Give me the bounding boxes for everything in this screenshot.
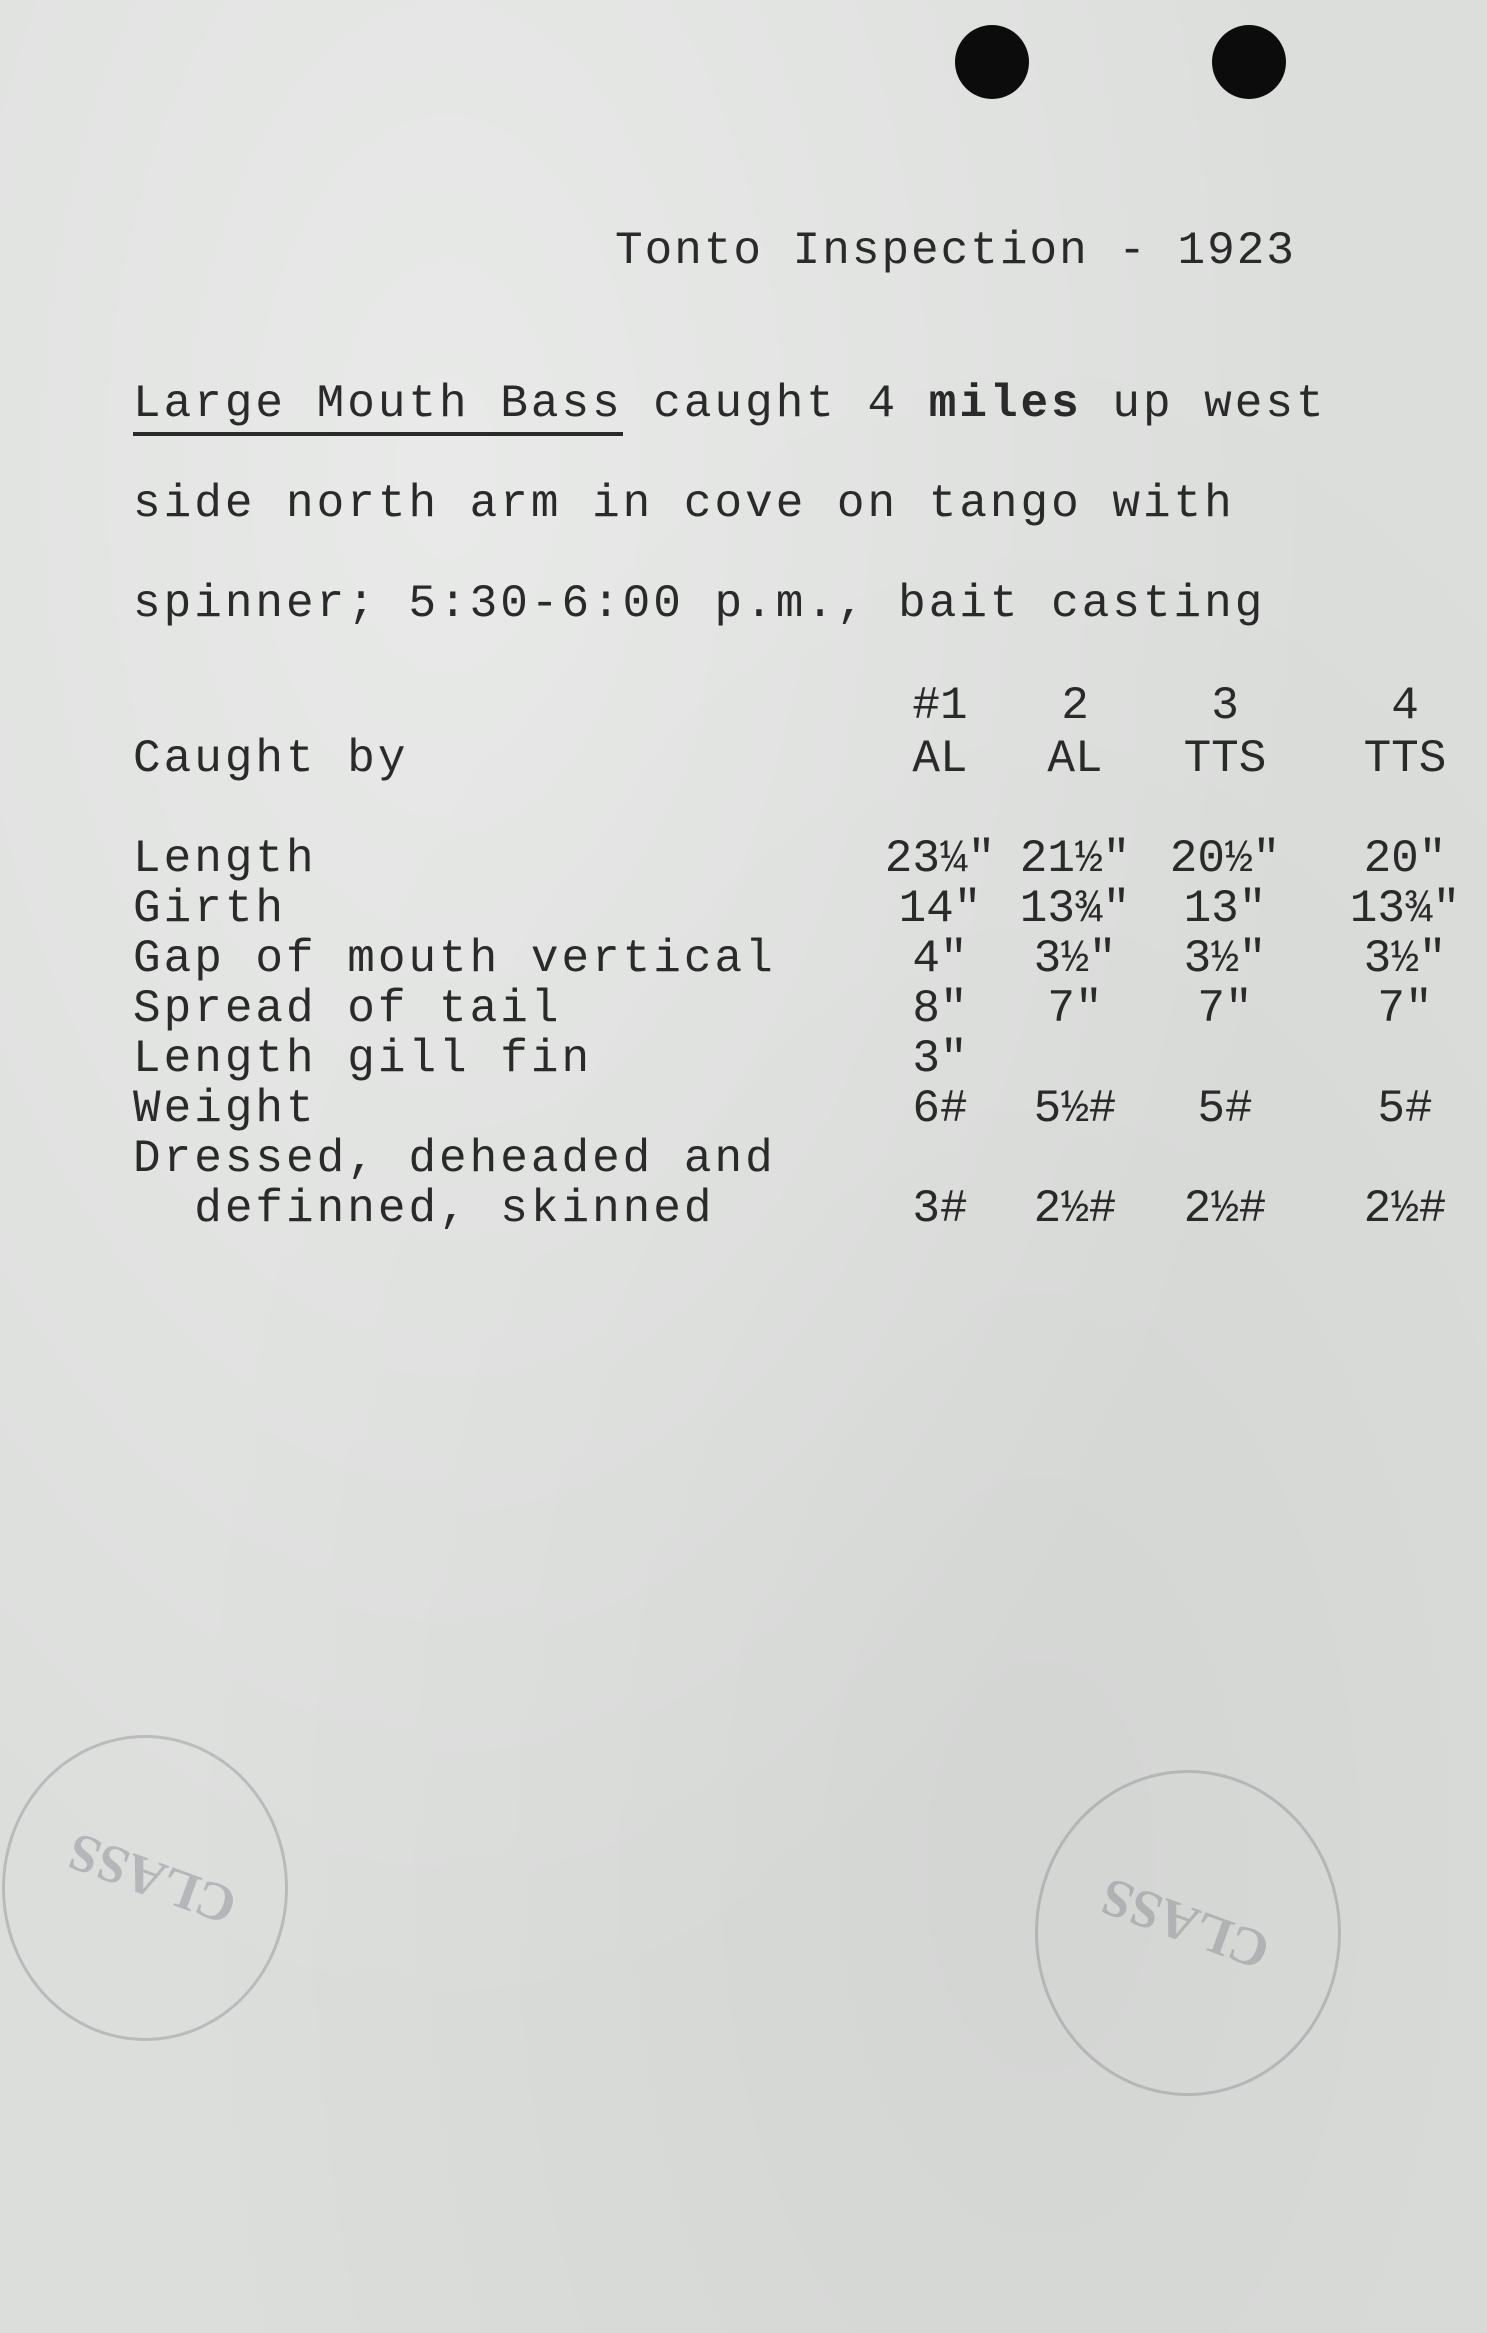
cell-value: 21½": [1019, 833, 1131, 885]
row-label: Dressed, deheaded and: [133, 1133, 776, 1185]
row-label: Weight: [133, 1083, 317, 1135]
cell-value: 2½#: [1033, 1183, 1117, 1235]
caught-by-value: TTS: [1183, 733, 1267, 785]
row-label: definned, skinned: [133, 1183, 715, 1235]
faded-stamp: CLASS: [2, 1735, 288, 2041]
table-row: [0, 983, 1487, 1033]
table-row: [0, 1133, 1487, 1183]
caught-by-value: AL: [912, 733, 968, 785]
table-row: [0, 1083, 1487, 1133]
row-label: Girth: [133, 883, 287, 935]
description-line-1: Large Mouth Bass caught 4 miles up west: [133, 378, 1327, 430]
column-number: 4: [1391, 680, 1419, 732]
cell-value: 20½": [1169, 833, 1281, 885]
cell-value: 13¾": [1349, 883, 1461, 935]
row-label: Length gill fin: [133, 1033, 593, 1085]
caught-by-value: AL: [1047, 733, 1103, 785]
species-name: Large Mouth Bass: [133, 378, 623, 436]
column-number: 3: [1211, 680, 1239, 732]
row-label: Length: [133, 833, 317, 885]
faded-stamp: CLASS: [1035, 1770, 1341, 2096]
cell-value: 3#: [912, 1183, 968, 1235]
description-line-2: side north arm in cove on tango with: [133, 478, 1235, 530]
document-title: Tonto Inspection - 1923: [615, 225, 1296, 277]
cell-value: 5#: [1197, 1083, 1253, 1135]
punch-hole: [1212, 25, 1286, 99]
description-line-3: spinner; 5:30-6:00 p.m., bait casting: [133, 578, 1266, 630]
column-number: 2: [1061, 680, 1089, 732]
cell-value: 4": [912, 933, 968, 985]
cell-value: 3½": [1183, 933, 1267, 985]
table-row: [0, 1033, 1487, 1083]
cell-value: 5½#: [1033, 1083, 1117, 1135]
table-row: [0, 883, 1487, 933]
cell-value: 2½#: [1363, 1183, 1447, 1235]
punch-hole: [955, 25, 1029, 99]
caught-by-label: Caught by: [133, 733, 409, 785]
table-row: [0, 833, 1487, 883]
cell-value: 7": [1197, 983, 1253, 1035]
row-label: Spread of tail: [133, 983, 562, 1035]
table-row: [0, 933, 1487, 983]
cell-value: 5#: [1377, 1083, 1433, 1135]
cell-value: 14": [898, 883, 982, 935]
cell-value: 13": [1183, 883, 1267, 935]
cell-value: 13¾": [1019, 883, 1131, 935]
cell-value: 2½#: [1183, 1183, 1267, 1235]
cell-value: 3½": [1363, 933, 1447, 985]
cell-value: 3": [912, 1033, 968, 1085]
cell-value: 20": [1363, 833, 1447, 885]
cell-value: 7": [1047, 983, 1103, 1035]
cell-value: 8": [912, 983, 968, 1035]
cell-value: 3½": [1033, 933, 1117, 985]
row-label: Gap of mouth vertical: [133, 933, 776, 985]
cell-value: 7": [1377, 983, 1433, 1035]
caught-by-value: TTS: [1363, 733, 1447, 785]
cell-value: 6#: [912, 1083, 968, 1135]
column-number: #1: [912, 680, 968, 732]
table-row: [0, 1183, 1487, 1233]
cell-value: 23¼": [884, 833, 996, 885]
